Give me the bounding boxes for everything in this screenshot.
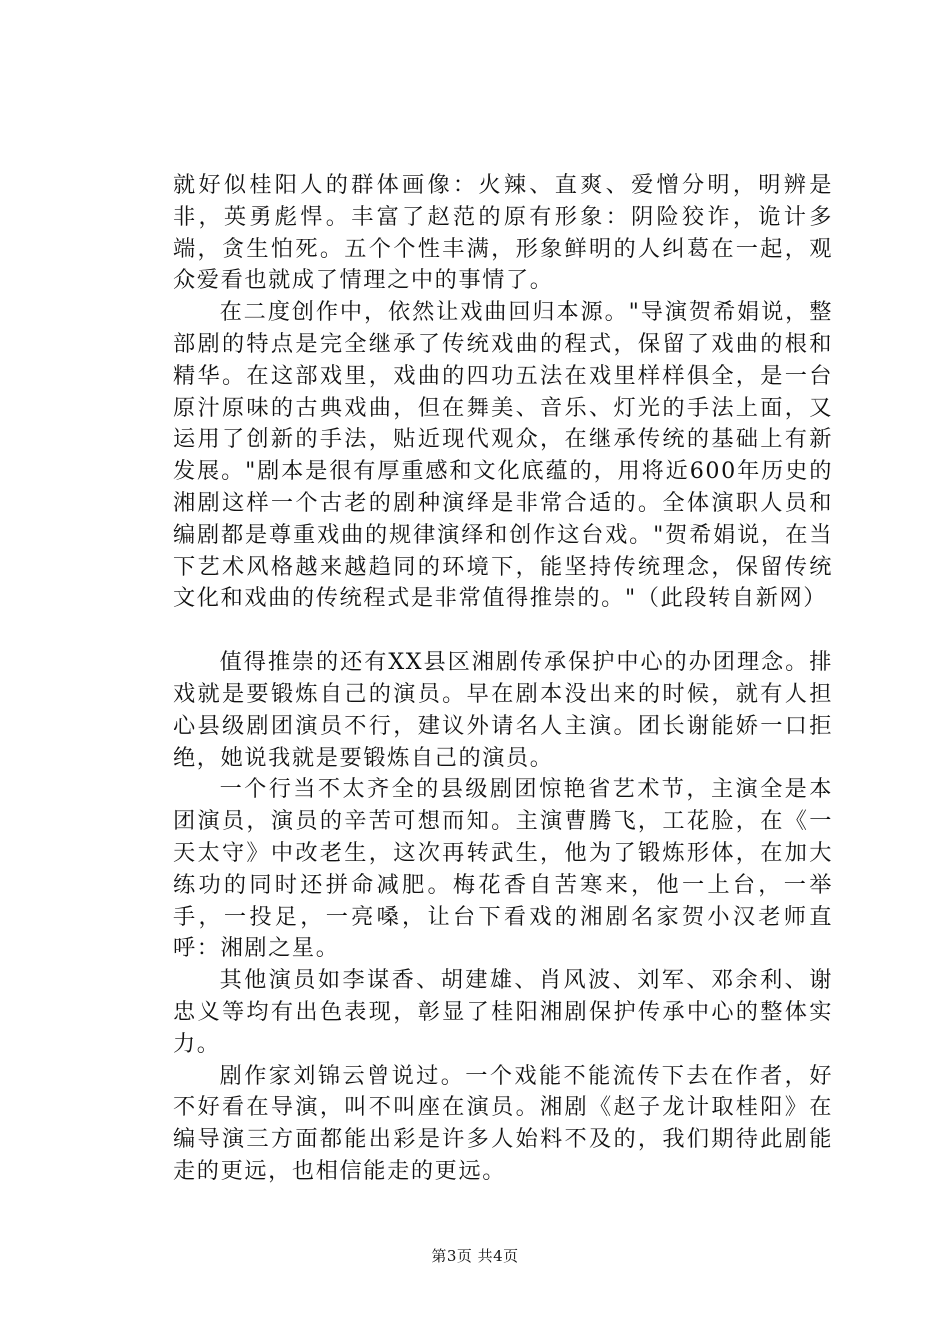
paragraph-3: 值得推崇的还有XX县区湘剧传承保护中心的办团理念。排戏就是要锻炼自己的演员。早在剧本没出来的时候，就有人担心县级剧团演员不行，建议外请名人主演。团长谢能娇一口拒绝，她说我就是要锻炼自己的演员。 [173, 649, 833, 771]
paragraph-gap [173, 615, 833, 647]
paragraph-2: 在二度创作中，依然让戏曲回归本源。"导演贺希娟说，整部剧的特点是完全继承了传统戏曲的程式，保留了戏曲的根和精华。在这部戏里，戏曲的四功五法在戏里样样俱全，是一台原汁原味的古典戏曲，但在舞美、音乐、灯光的手法上面，又运用了创新的手法，贴近现代观众，在继承传统的基础上有新发展。"剧本是很有厚重感和文化底蕴的，用将近600年历史的湘剧这样一个古老的剧种演绎是非常合适的。全体演职人员和编剧都是尊重戏曲的规律演绎和创作这台戏。"贺希娟说，在当下艺术风格越来越趋同的环境下，能坚持传统理念，保留传统文化和戏曲的传统程式是非常值得推崇的。"（此段转自新网） [173, 299, 833, 612]
document-body [173, 170, 833, 1188]
paragraph-4: 一个行当不太齐全的县级剧团惊艳省艺术节，主演全是本团演员，演员的辛苦可想而知。主演曹腾飞，工花脸，在《一天太守》中改老生，这次再转武生，他为了锻炼形体，在加大练功的同时还拼命减肥。梅花香自苦寒来，他一上台，一举手，一投足，一亮嗓，让台下看戏的湘剧名家贺小汉老师直呼：湘剧之星。 [173, 776, 833, 962]
paragraph-5: 其他演员如李谋香、胡建雄、肖风波、刘军、邓余利、谢忠义等均有出色表现，彰显了桂阳湘剧保护传承中心的整体实力。 [173, 967, 833, 1057]
page-number-footer: 第3页 共4页 [431, 1247, 519, 1265]
paragraph-1: 就好似桂阳人的群体画像：火辣、直爽、爱憎分明，明辨是非，英勇彪悍。丰富了赵范的原有形象：阴险狡诈，诡计多端，贪生怕死。五个个性丰满，形象鲜明的人纠葛在一起，观众爱看也就成了情理之中的事情了。 [173, 172, 833, 294]
paragraph-6: 剧作家刘锦云曾说过。一个戏能不能流传下去在作者，好不好看在导演，叫不叫座在演员。湘剧《赵子龙计取桂阳》在编导演三方面都能出彩是许多人始料不及的，我们期待此剧能走的更远，也相信能走的更远。 [173, 1062, 833, 1184]
